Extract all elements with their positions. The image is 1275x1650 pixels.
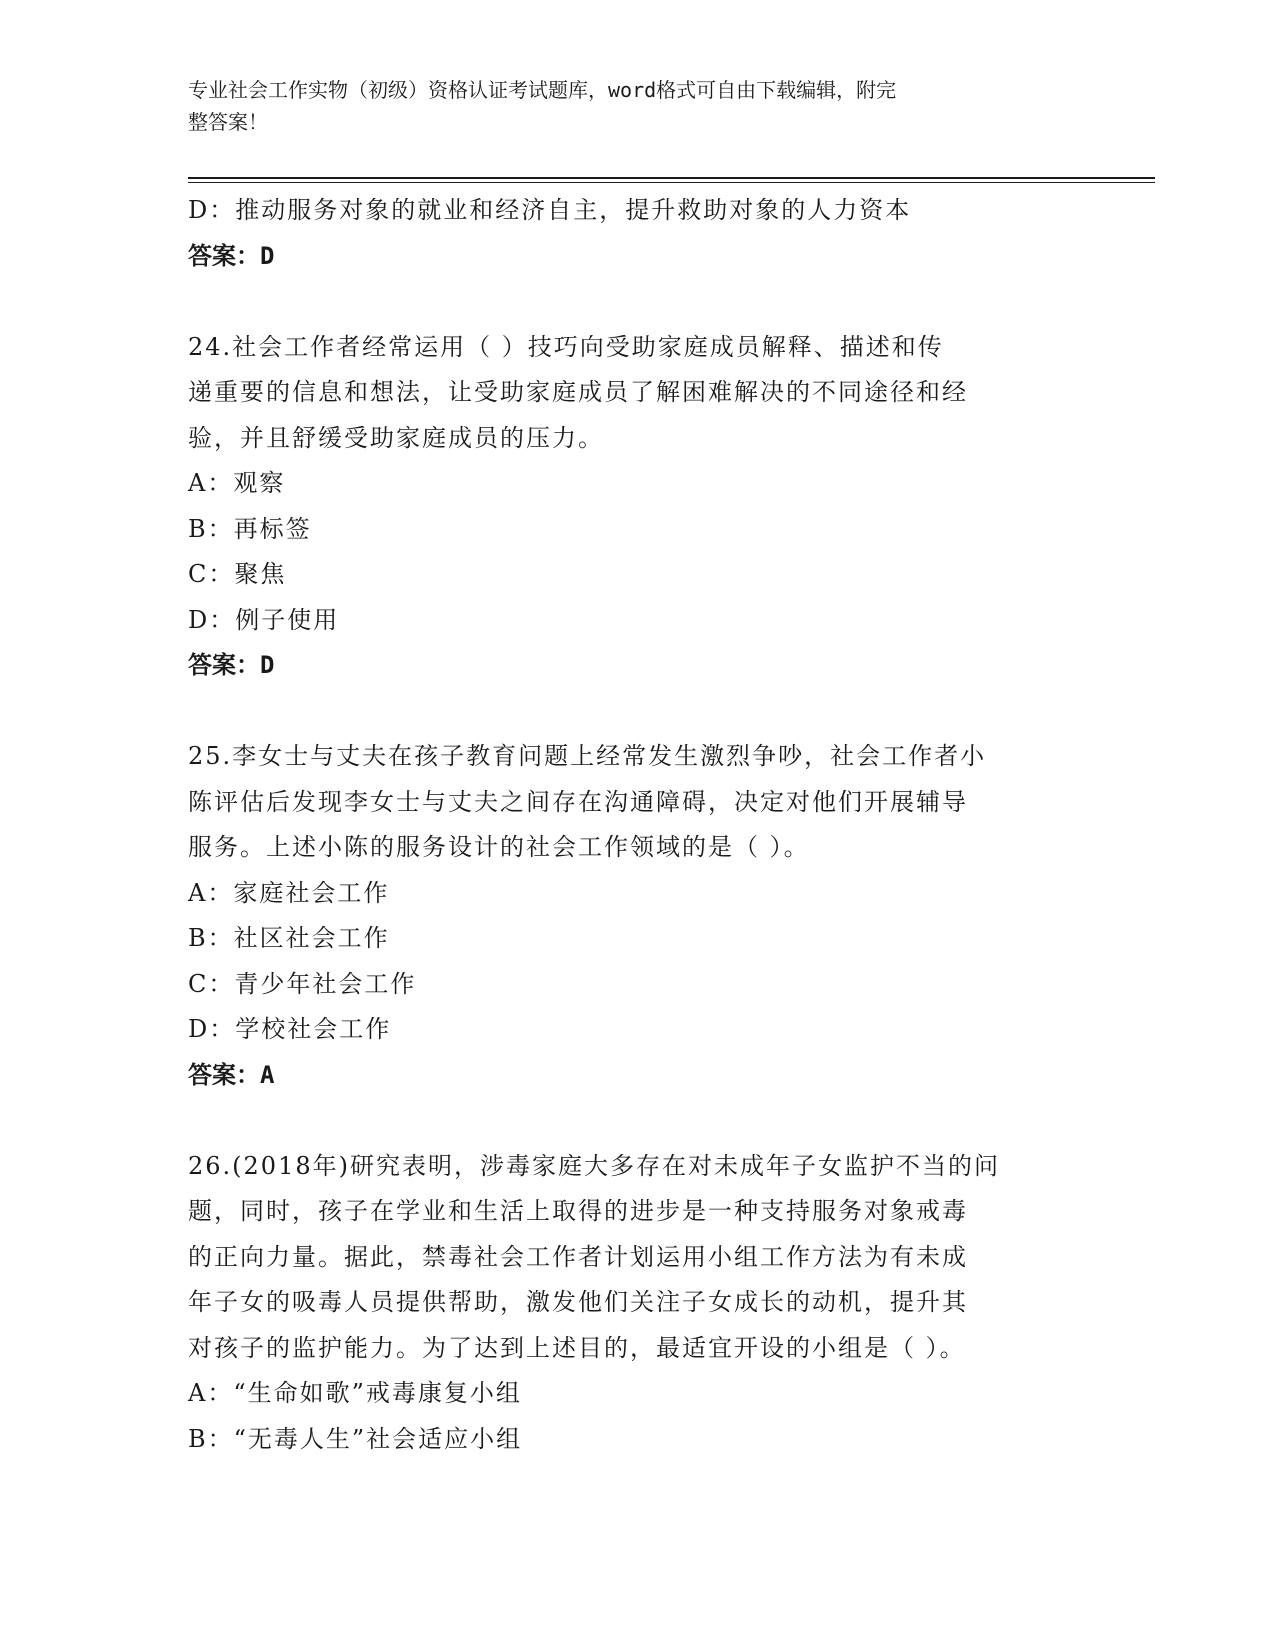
option-a: A：家庭社会工作 [188, 878, 390, 907]
page-header [188, 74, 1068, 138]
question-text-line: 26.(2018年)研究表明，涉毒家庭大多存在对未成年子女监护不当的问 [188, 1151, 1000, 1180]
question-text-line: 25.李女士与丈夫在孩子教育问题上经常发生激烈争吵，社会工作者小 [188, 742, 987, 770]
question-text-line: 题，同时，孩子在学业和生活上取得的进步是一种支持服务对象戒毒 [188, 1197, 968, 1225]
header-line: 专业社会工作实物（初级）资格认证考试题库，word格式可自由下载编辑，附完 [188, 78, 897, 102]
question-text-line: 的正向力量。据此，禁毒社会工作者计划运用小组工作方法为有未成 [188, 1242, 968, 1271]
option-b: B：“无毒人生”社会适应小组 [188, 1424, 523, 1453]
question-24 [188, 325, 1088, 689]
question-25 [188, 734, 1088, 1098]
answer: 答案：D [188, 651, 275, 679]
option-a: A：“生命如歌”戒毒康复小组 [188, 1379, 522, 1407]
question-text-line: 24.社会工作者经常运用（ ）技巧向受助家庭成员解释、描述和传 [188, 332, 944, 361]
option-d: D：学校社会工作 [188, 1015, 392, 1043]
option-b: B：社区社会工作 [188, 924, 390, 952]
question-text-line: 递重要的信息和想法，让受助家庭成员了解困难解决的不同途径和经 [188, 378, 968, 406]
header-divider [188, 177, 1155, 179]
answer: 答案：A [188, 1060, 275, 1089]
question-26 [188, 1144, 1088, 1463]
option-c: C：青少年社会工作 [188, 969, 417, 998]
option-c: C：聚焦 [188, 560, 287, 588]
header-line: 整答案！ [188, 110, 268, 134]
question-text-line: 服务。上述小陈的服务设计的社会工作领域的是（ ）。 [188, 833, 810, 861]
option-b: B：再标签 [188, 514, 312, 543]
option-a: A：观察 [188, 469, 286, 497]
header-divider-thin [188, 182, 1155, 183]
question-list [188, 188, 1088, 1462]
question-text-line: 陈评估后发现李女士与丈夫之间存在沟通障碍，决定对他们开展辅导 [188, 787, 968, 816]
question-text-line: 年子女的吸毒人员提供帮助，激发他们关注子女成长的动机，提升其 [188, 1288, 968, 1316]
previous-question-tail [188, 188, 1088, 279]
option-d: D：例子使用 [188, 605, 340, 634]
option-d: D：推动服务对象的就业和经济自主，提升救助对象的人力资本 [188, 196, 912, 224]
answer: 答案：D [188, 241, 275, 270]
question-text-line: 对孩子的监护能力。为了达到上述目的，最适宜开设的小组是（ ）。 [188, 1333, 966, 1362]
question-text-line: 验，并且舒缓受助家庭成员的压力。 [188, 423, 604, 452]
